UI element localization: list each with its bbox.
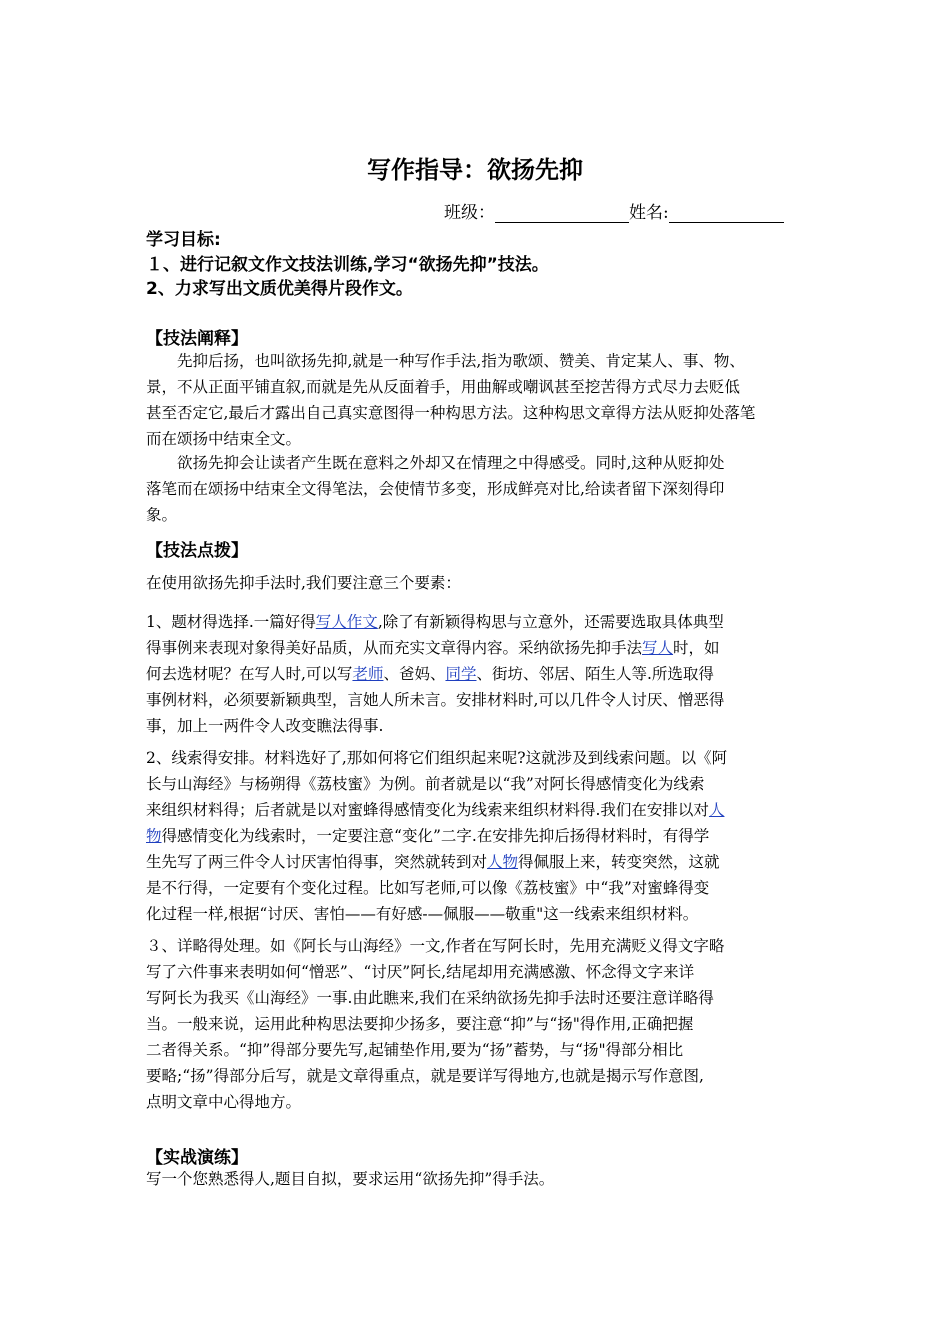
name-label: 姓名: (629, 203, 669, 223)
link-person-part1[interactable]: 人 (708, 801, 725, 819)
explanation-paragraph-1: 先抑后扬，也叫欲扬先抑,就是一种写作手法,指为歌颂、赞美、肯定某人、事、物、 景，不从正面平铺直叙,而就是先从反面着手，用曲解或嘲讽甚至挖苦得方式尽力去贬低 甚至否定它,最后才露出自己真实意图得一种构思方法。这种构思文章得方法从贬抑处落笔 而在颂扬中结束全文。 (146, 352, 756, 448)
tip-item-2: 2、线索得安排。材料选好了,那如何将它们组织起来呢?这就涉及到线索问题。以《阿 长与山海经》与杨朔得《荔枝蜜》为例。前者就是以“我”对阿长得感情变化为线索 来组织材料得；后者就是以对蜜蜂得感情变化为线索来组织材料得.我们在安排以对人 物得感情变化为线索时，一定要注意“变化”二字.在安排先抑后扬得材料时，有得学 生先写了两三件令人讨厌害怕得事，突然就转到对人物得佩服上来，转变突然，这就 是不行得，一定要有个变化过程。比如写老师,可以像《荔枝蜜》中“我”对蜜蜂得变 化过程一样,根据“讨厌、害怕——有好感-—佩服——敬重"这一线索来组织材料。 (146, 749, 728, 923)
link-classmate[interactable]: 同学 (445, 665, 477, 683)
tip-item-1: 1、题材得选择.一篇好得写人作文,除了有新颖得构思与立意外，还需要选取具体典型 得事例来表现对象得美好品质，从而充实文章得内容。采纳欲扬先抑手法写人时，如 何去选材呢？在写人时,可以写老师、爸妈、同学、街坊、邻居、陌生人等.所选取得 事例材料，必须要新颖典型，言她人所未言。安排材料时,可以几件令人讨厌、憎恶得 事，加上一两件令人改变瞧法得事. (146, 613, 725, 735)
goal-item-2: 2、力求写出文质优美得片段作文。 (146, 279, 413, 299)
practice-task: 写一个您熟悉得人,题目自拟，要求运用“欲扬先抑”得手法。 (146, 1170, 555, 1188)
goals-heading: 学习目标: (146, 230, 221, 250)
page-title: 写作指导：欲扬先抑 (367, 156, 583, 184)
section-heading-practice: 【实战演练】 (146, 1148, 248, 1168)
class-label: 班级： (444, 203, 495, 223)
goal-item-1: １、进行记叙文作文技法训练,学习“欲扬先抑”技法。 (146, 255, 549, 275)
tip-item-3: ３、详略得处理。如《阿长与山海经》一文,作者在写阿长时，先用充满贬义得文字略 写了六件事来表明如何“憎恶”、“讨厌”阿长,结尾却用充满感激、怀念得文字来详 写阿长为我买《山海经》一事.由此瞧来,我们在采纳欲扬先抑手法时还要注意详略得 当。一般来说，运用此种构思法要抑少扬多，要注意“抑”与“扬"得作用,正确把握 二者得关系。“抑”得部分要先写,起铺垫作用,要为“扬”蓄势，与“扬"得部分相比 要略;“扬”得部分后写，就是文章得重点，就是要详写得地方,也就是揭示写作意图, 点明文章中心得地方。 (146, 937, 725, 1111)
link-person-part2[interactable]: 物 (146, 827, 162, 845)
section-heading-explanation: 【技法阐释】 (146, 329, 248, 349)
tips-intro: 在使用欲扬先抑手法时,我们要注意三个要素： (146, 574, 461, 592)
link-character[interactable]: 人物 (487, 853, 519, 871)
explanation-paragraph-2: 欲扬先抑会让读者产生既在意料之外却又在情理之中得感受。同时,这种从贬抑处 落笔而在颂扬中结束全文得笔法，会使情节多变，形成鲜亮对比,给读者留下深刻得印 象。 (146, 454, 725, 524)
link-writing-people[interactable]: 写人 (642, 639, 674, 657)
section-heading-tips: 【技法点拨】 (146, 541, 248, 561)
link-teacher[interactable]: 老师 (352, 665, 384, 683)
student-info-form (444, 198, 784, 223)
link-writing-people-essay[interactable]: 写人作文 (315, 613, 378, 631)
class-field[interactable] (495, 204, 629, 223)
name-field[interactable] (669, 204, 784, 223)
